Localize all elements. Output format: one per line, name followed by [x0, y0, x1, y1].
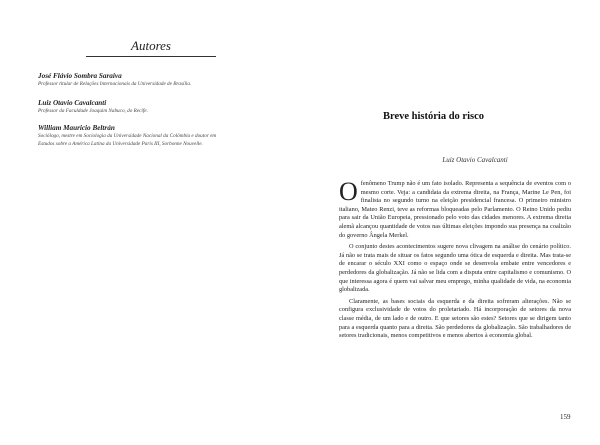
author-entry [38, 99, 278, 116]
author-description: Professor da Faculdade Joaquim Nabuco, do Recife. [38, 108, 148, 114]
author-name: Luiz Otavio Cavalcanti [38, 99, 107, 107]
drop-cap: O [339, 177, 358, 206]
paragraph-text: fenômeno Trump não é um fato isolado. Representa a sequência de eventos com o mesmo corte. Veja: a candidata da extrema direita, na França, Marine Le Pen, foi finalista no segundo turno na eleição presidencial francesa. O primeiro ministro italiano, Mateo Renzi, teve as reformas bloqueadas pelo Parlamento. O Reino Unido pediu para sair da União Europeia, pressionado pelo voto das cidades menores. A extrema direita alemã alcançou quantidade de votos nas últimas eleições impondo sua presença na coalizão do governo Ângela Merkel. [339, 180, 571, 239]
author-description-line: Sociólogo, mestre em Sociologia da Universidade Nacional da Colômbia e doutor em [38, 133, 217, 139]
authors-heading: Autores [86, 38, 216, 57]
article-body [339, 177, 571, 344]
author-description: Professor titular de Relações Internacionais da Universidade de Brasília. [38, 81, 192, 87]
article-title: Breve história do risco [383, 111, 485, 122]
paragraph: Claramente, as bases sociais da esquerda e da direita sofreram alterações. Não se configura exclusividade de votos do proletariado. Há incorporação de setores da nova classe média, de um lado e de outro. E que setores são estes? Setores que se dirigem tanto para a esquerda quanto para a direita. São perdedores da globalização. São trabalhadores de setores tradicionais, menos competitivos e menos abertos à economia global. [339, 297, 571, 340]
author-name: William Mauricio Beltrán [38, 124, 115, 132]
author-name: José Flávio Sombra Saraiva [38, 72, 122, 80]
paragraph [339, 177, 571, 240]
article-author: Luiz Otavio Cavalcanti [442, 156, 508, 164]
page-number: 159 [560, 413, 571, 421]
author-entry [38, 72, 278, 89]
paragraph: O conjunto destes acontecimentos sugere nova clivagem na análise do cenário político. Já não se trata mais de situar os fatos segundo uma ótica de esquerda e direita. Mas trata-se de encarar o século XXI como o espaço onde se desenvola embate entre vencedores e perdedores da globalização. Já não se lida com a disputa entre capitalismo e comunismo. O que interessa agora é quem vai salvar meu emprego, minha qualidade de vida, na economia globalizada. [339, 243, 571, 294]
author-description-line: Estudos sobre a América Latina da Universidade Paris III, Sorbonne Nouvelle. [38, 140, 203, 147]
author-entry [38, 124, 278, 148]
